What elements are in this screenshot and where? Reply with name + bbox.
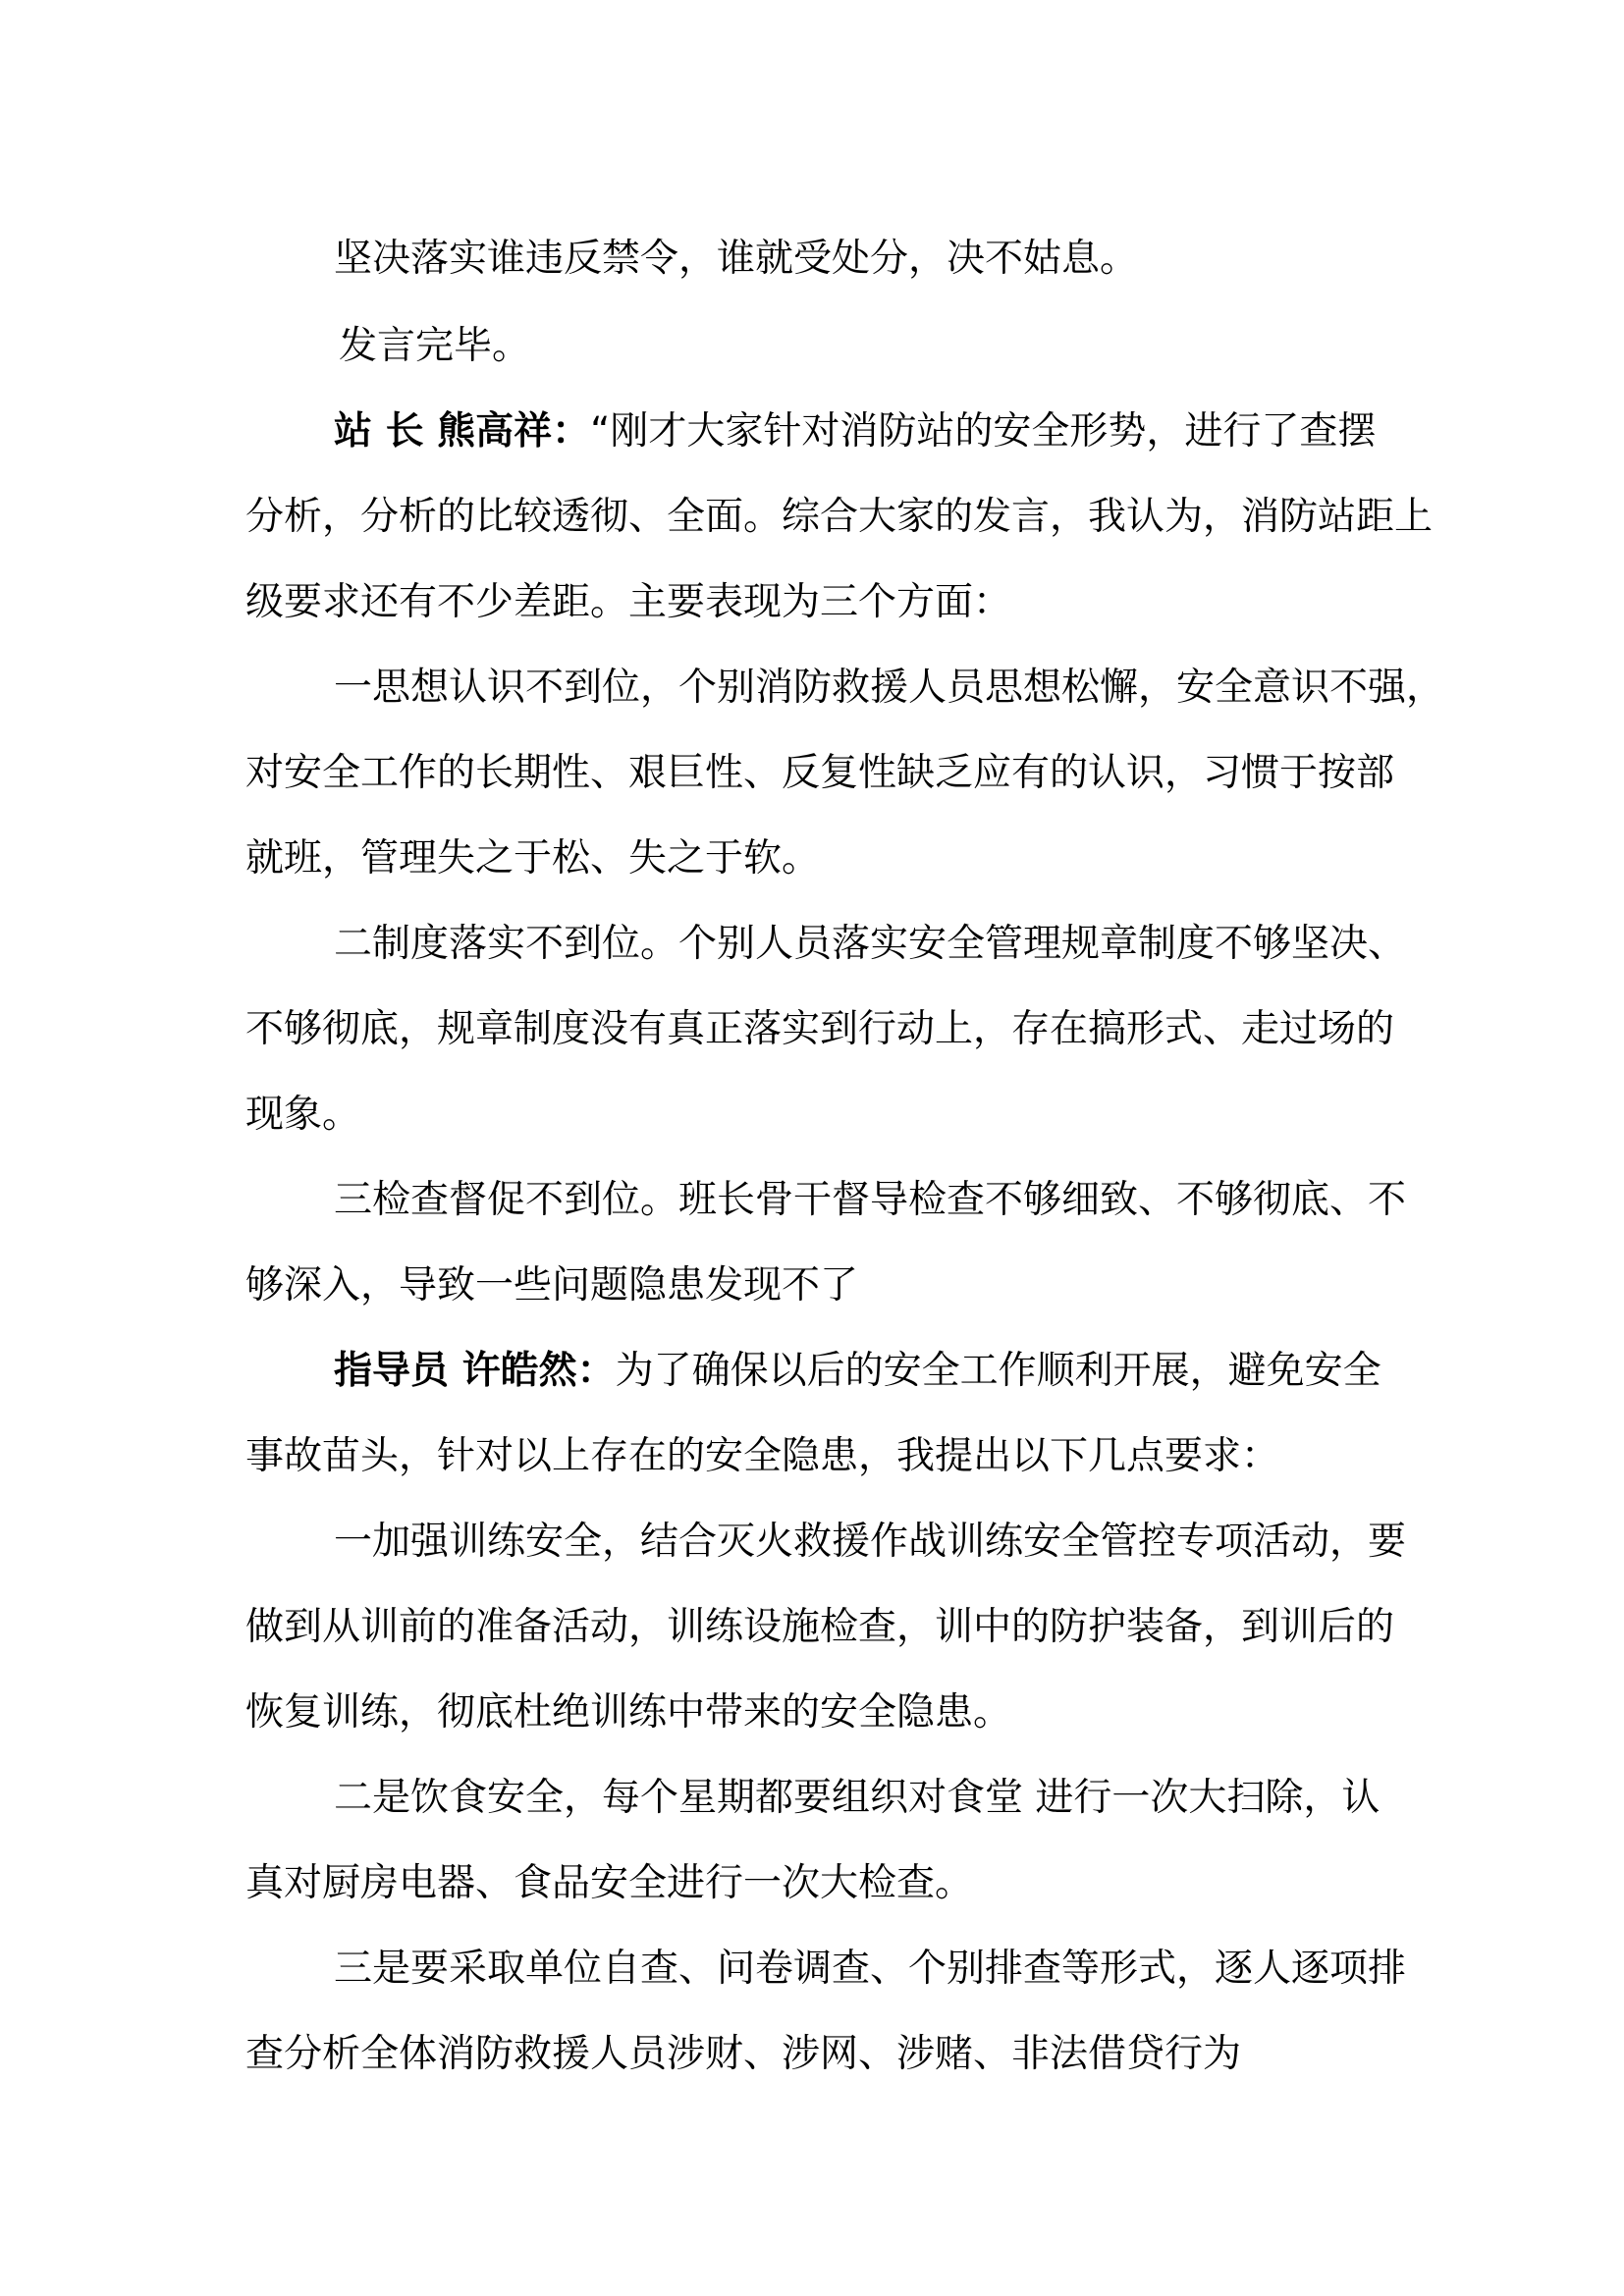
- paragraph-line: 发言完毕。: [339, 324, 531, 368]
- speech-text: 为了确保以后的安全工作顺利开展，避免安全: [615, 1349, 1381, 1393]
- paragraph-line: 三检查督促不到位。班长骨干督导检查不够细致、不够彻底、不: [334, 1178, 1407, 1222]
- paragraph-line: 就班，管理失之于松、失之于软。: [245, 836, 821, 881]
- paragraph-line: 事故苗头，针对以上存在的安全隐患，我提出以下几点要求：: [245, 1434, 1280, 1478]
- paragraph-line: 查分析全体消防救援人员涉财、涉网、涉赌、非法借贷行为: [245, 2032, 1242, 2076]
- paragraph-line: 坚决落实谁违反禁令，谁就受处分，决不姑息。: [334, 237, 1139, 281]
- paragraph-line: 二是饮食安全，每个星期都要组织对食堂 进行一次大扫除，认: [334, 1776, 1380, 1820]
- paragraph-line: 做到从训前的准备活动，训练设施检查，训中的防护装备，到训后的: [245, 1605, 1395, 1649]
- speech-text: “刚才大家针对消防站的安全形势，进行了查摆: [590, 409, 1377, 454]
- paragraph-line: [334, 1344, 1381, 1399]
- paragraph-line: 级要求还有不少差距。主要表现为三个方面：: [245, 580, 1012, 624]
- paragraph-line: 对安全工作的长期性、艰巨性、反复性缺乏应有的认识，习惯于按部: [245, 751, 1395, 795]
- paragraph-line: 恢复训练，彻底杜绝训练中带来的安全隐患。: [245, 1690, 1012, 1735]
- paragraph-line: 二制度落实不到位。个别人员落实安全管理规章制度不够坚决、: [334, 922, 1407, 966]
- paragraph-line: 真对厨房电器、食品安全进行一次大检查。: [245, 1861, 974, 1905]
- paragraph-line: 够深入，导致一些问题隐患发现不了: [245, 1263, 859, 1308]
- speaker-name: 指导员 许皓然：: [334, 1349, 616, 1393]
- paragraph-line: 一思想认识不到位，个别消防救援人员思想松懈，安全意识不强，: [334, 666, 1445, 710]
- paragraph-line: 分析，分析的比较透彻、全面。综合大家的发言，我认为，消防站距上: [245, 495, 1434, 539]
- speaker-name: 站 长 熊高祥：: [334, 409, 591, 454]
- paragraph-line: 一加强训练安全，结合灭火救援作战训练安全管控专项活动，要: [334, 1520, 1407, 1564]
- paragraph-line: [334, 404, 1376, 459]
- paragraph-line: 三是要采取单位自查、问卷调查、个别排查等形式，逐人逐项排: [334, 1947, 1407, 1991]
- paragraph-line: 不够彻底，规章制度没有真正落实到行动上，存在搞形式、走过场的: [245, 1007, 1395, 1051]
- paragraph-line: 现象。: [245, 1093, 361, 1137]
